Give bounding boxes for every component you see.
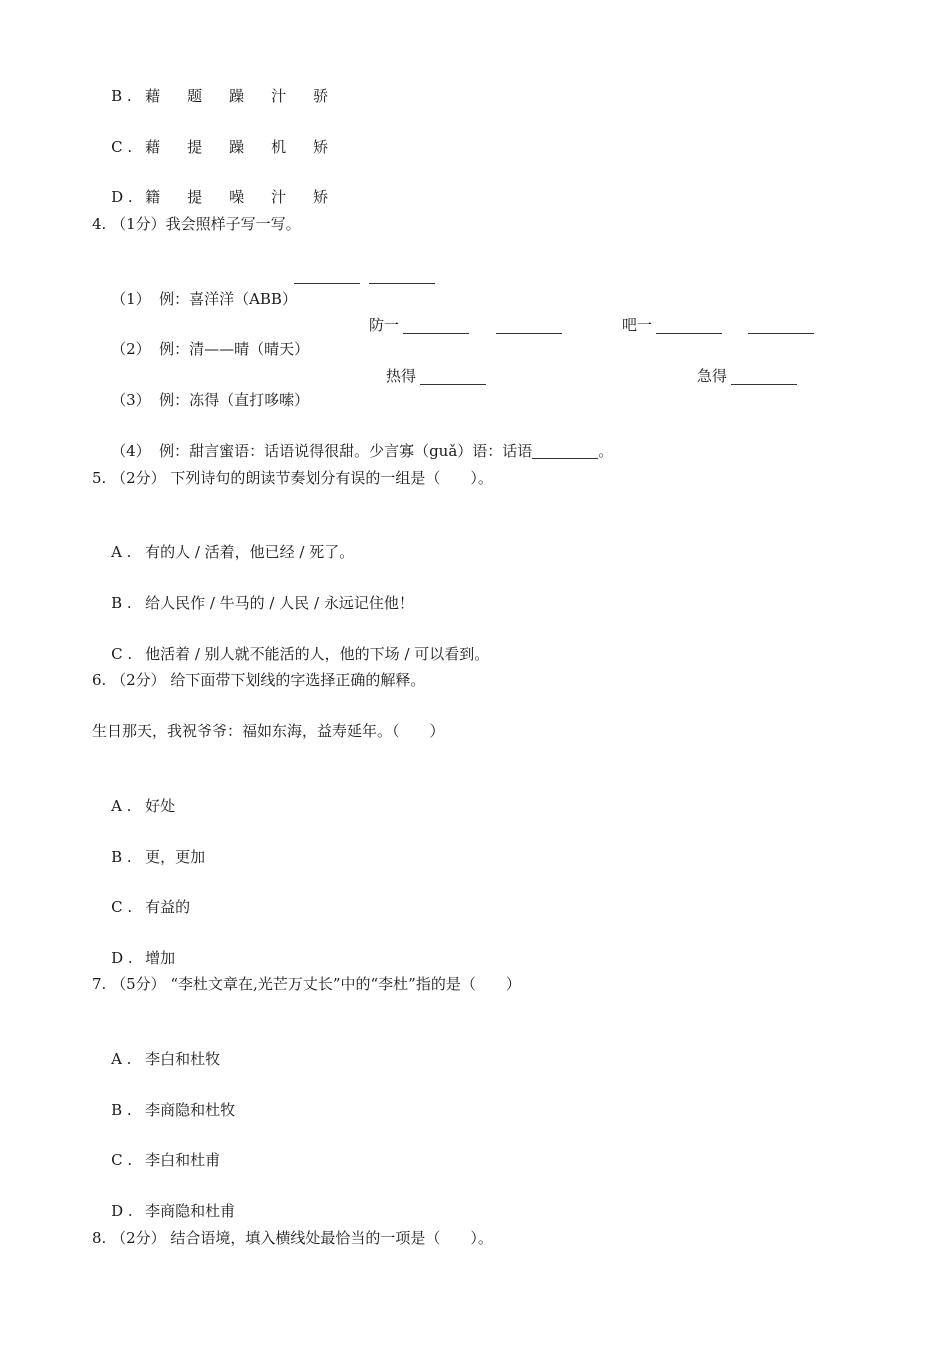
answer-blank[interactable] <box>748 317 814 334</box>
q6-option-a[interactable] <box>92 770 176 815</box>
example-text: 例：喜洋洋（ABB） <box>159 290 297 308</box>
prompt-text: 急得 <box>697 367 728 385</box>
option-text: 更，更加 <box>145 848 206 866</box>
q7-option-c[interactable] <box>92 1124 221 1169</box>
option-text: 好处 <box>145 797 176 815</box>
option-text: 李白和杜甫 <box>145 1151 221 1169</box>
option-char: 矫 <box>313 138 329 156</box>
q5-option-b[interactable] <box>92 567 414 612</box>
example-text: 例：清——晴（晴天） <box>159 340 310 358</box>
q5-option-c[interactable] <box>92 618 490 663</box>
sub-number: （3） <box>111 391 151 409</box>
answer-blank[interactable] <box>369 267 435 284</box>
q6-option-c[interactable] <box>92 871 191 916</box>
option-letter: A . <box>111 543 132 561</box>
q7-option-b[interactable] <box>92 1074 236 1119</box>
q6-sentence: 生日那天，我祝爷爷：福如东海，益寿延年。（ ） <box>92 722 445 740</box>
q6-option-b[interactable] <box>92 821 206 866</box>
option-char: 矫 <box>313 188 329 206</box>
q8-stem: 8. （2分） 结合语境，填入横线处最恰当的一项是（ ）。 <box>92 1229 493 1247</box>
q3-option-c[interactable] <box>92 111 355 156</box>
answer-blank[interactable] <box>731 368 797 385</box>
option-char: 籍 <box>145 188 161 206</box>
q5-option-a[interactable] <box>92 516 355 561</box>
q4-item-2 <box>92 313 310 358</box>
answer-blank[interactable] <box>532 442 598 459</box>
option-letter: C . <box>111 645 133 663</box>
q6-option-d[interactable] <box>92 922 176 967</box>
q4-item-3 <box>92 364 310 409</box>
option-char: 噪 <box>229 188 245 206</box>
option-text: 李白和杜牧 <box>145 1050 221 1068</box>
option-char: 藉 <box>145 87 161 105</box>
option-letter: B . <box>111 1101 132 1119</box>
example-text: 例：冻得（直打哆嗦） <box>159 391 310 409</box>
option-letter: A . <box>111 797 132 815</box>
option-letter: D . <box>111 1202 133 1220</box>
option-letter: B . <box>111 87 132 105</box>
example-text: 例：甜言蜜语：话语说得很甜。少言寡（guǎ）语：话语 <box>159 442 533 460</box>
option-char: 提 <box>187 138 203 156</box>
sub-number: （4） <box>111 442 151 460</box>
prompt-text: 热得 <box>386 367 417 385</box>
q6-stem: 6. （2分） 给下面带下划线的字选择正确的解释。 <box>92 671 426 689</box>
option-letter: A . <box>111 1050 132 1068</box>
prompt-text: 吧一 <box>622 316 653 334</box>
q4-item-1 <box>92 263 297 308</box>
prompt-text: 防一 <box>369 316 400 334</box>
option-char: 汁 <box>271 188 287 206</box>
option-char: 躁 <box>229 87 245 105</box>
answer-blank[interactable] <box>496 317 562 334</box>
option-letter: D . <box>111 188 133 206</box>
option-char: 提 <box>187 188 203 206</box>
option-text: 有的人 / 活着，他已经 / 死了。 <box>145 543 355 561</box>
answer-blank[interactable] <box>420 368 486 385</box>
option-text: 他活着 / 别人就不能活的人，他的下场 / 可以看到。 <box>145 645 490 663</box>
option-letter: B . <box>111 848 132 866</box>
option-letter: C . <box>111 1151 133 1169</box>
answer-blank[interactable] <box>656 317 722 334</box>
option-text: 增加 <box>145 949 176 967</box>
q4-stem: 4. （1分）我会照样子写一写。 <box>92 215 301 233</box>
option-char: 题 <box>187 87 203 105</box>
option-letter: C . <box>111 138 133 156</box>
answer-blank[interactable] <box>294 267 360 284</box>
q5-stem: 5. （2分） 下列诗句的朗读节奏划分有误的一组是（ ）。 <box>92 469 493 487</box>
q7-option-d[interactable] <box>92 1175 236 1220</box>
q4-item-4 <box>92 415 614 460</box>
option-char: 躁 <box>229 138 245 156</box>
sub-number: （2） <box>111 340 151 358</box>
sub-number: （1） <box>111 290 151 308</box>
option-char: 骄 <box>313 87 329 105</box>
q3-option-d[interactable] <box>92 161 355 206</box>
option-text: 李商隐和杜牧 <box>145 1101 236 1119</box>
option-char: 机 <box>271 138 287 156</box>
option-text: 有益的 <box>145 898 191 916</box>
option-letter: C . <box>111 898 133 916</box>
end-mark: 。 <box>598 442 614 460</box>
q7-option-a[interactable] <box>92 1023 221 1068</box>
option-letter: B . <box>111 594 132 612</box>
answer-blank[interactable] <box>403 317 469 334</box>
option-char: 汁 <box>271 87 287 105</box>
option-text: 给人民作 / 牛马的 / 人民 / 永远记住他！ <box>145 594 414 612</box>
q7-stem: 7. （5分） “李杜文章在,光芒万丈长”中的“李杜”指的是（ ） <box>92 975 521 993</box>
option-text: 李商隐和杜甫 <box>145 1202 236 1220</box>
option-letter: D . <box>111 949 133 967</box>
q3-option-b[interactable] <box>92 60 355 105</box>
option-char: 藉 <box>145 138 161 156</box>
